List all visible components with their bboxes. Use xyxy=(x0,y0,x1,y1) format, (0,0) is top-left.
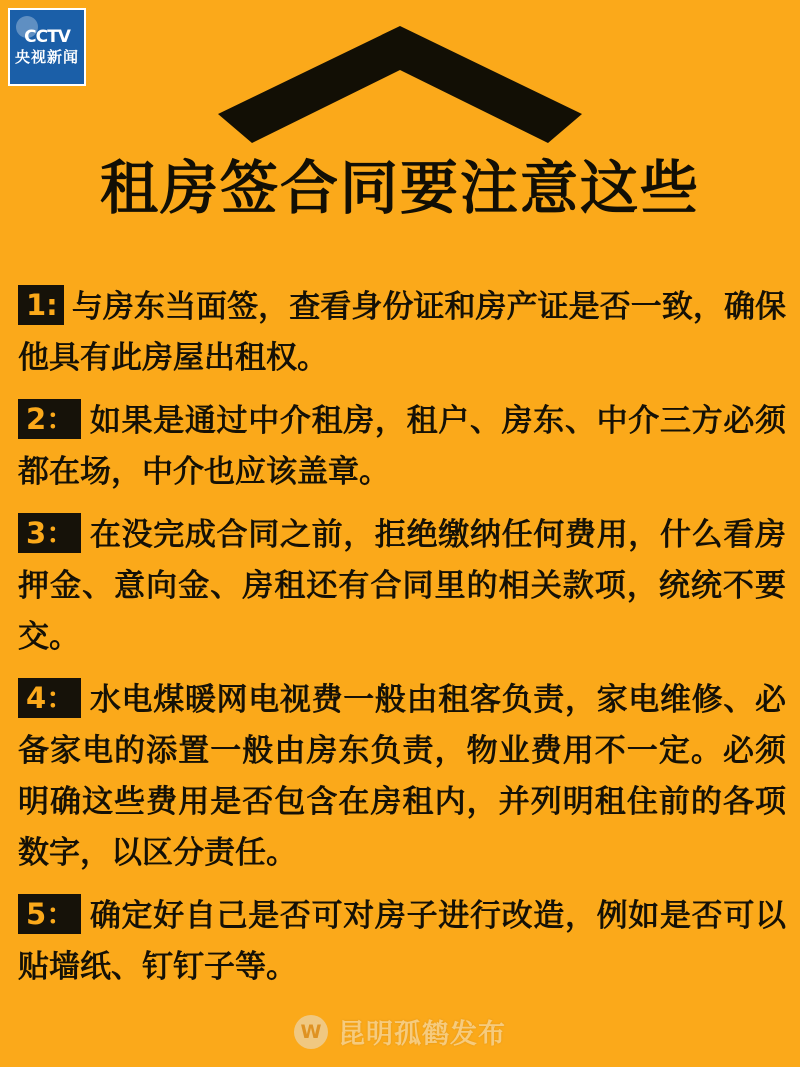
house-roof-icon xyxy=(0,18,800,148)
item-text: 确定好自己是否可对房子进行改造，例如是否可以贴墙纸、钉钉子等。 xyxy=(18,898,786,985)
list-item xyxy=(18,510,786,663)
cctv-news-logo xyxy=(8,8,86,86)
item-number-badge: 1: xyxy=(18,285,64,325)
weibo-icon: W xyxy=(294,1015,328,1049)
logo-bottom-text: 央视新闻 xyxy=(14,48,79,66)
footer-watermark xyxy=(0,1012,800,1051)
list-item xyxy=(18,396,786,498)
footer-account-name: 昆明孤鹤发布 xyxy=(338,1019,506,1050)
list-item xyxy=(18,891,786,993)
logo-top-text: CCTV xyxy=(24,27,70,47)
item-text: 在没完成合同之前，拒绝缴纳任何费用，什么看房押金、意向金、房租还有合同里的相关款项，统统不要交。 xyxy=(18,517,786,655)
item-text: 如果是通过中介租房，租户、房东、中介三方必须都在场，中介也应该盖章。 xyxy=(18,403,786,490)
tips-list xyxy=(18,282,786,1005)
logo-glint xyxy=(16,16,38,38)
list-item xyxy=(18,675,786,879)
item-number-badge: 3： xyxy=(18,513,81,553)
item-text: 与房东当面签，查看身份证和房产证是否一致，确保他具有此房屋出租权。 xyxy=(18,289,786,376)
item-text: 水电煤暖网电视费一般由租客负责，家电维修、必备家电的添置一般由房东负责，物业费用不一定。必须明确这些费用是否包含在房租内，并列明租住前的各项数字，以区分责任。 xyxy=(18,682,786,871)
item-number-badge: 2： xyxy=(18,399,81,439)
list-item xyxy=(18,282,786,384)
item-number-badge: 5： xyxy=(18,894,81,934)
page-title: 租房签合同要注意这些 xyxy=(99,154,700,222)
item-number-badge: 4： xyxy=(18,678,81,718)
